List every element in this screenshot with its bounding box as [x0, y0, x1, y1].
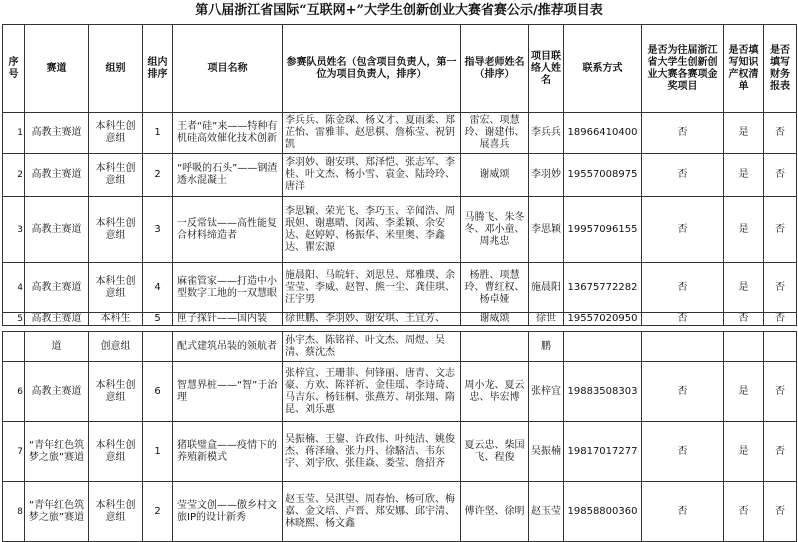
row-ip-list: 否 — [724, 482, 764, 542]
row-previous-award: 否 — [642, 482, 724, 542]
table-row — [3, 263, 797, 313]
row-contact: 李羽妙 — [529, 154, 564, 197]
row-ip-list: 是 — [724, 113, 764, 154]
row-rank: 4 — [143, 263, 173, 313]
header-contact-person: 项目联络人姓名 — [529, 25, 564, 113]
table-row — [3, 332, 797, 362]
row-contact: 李思颖 — [529, 197, 564, 263]
header-index: 序号 — [3, 25, 25, 113]
row-ip-list: 是 — [724, 263, 764, 313]
row-index — [3, 332, 25, 362]
row-phone: 19817017277 — [564, 422, 642, 482]
row-index: 3 — [3, 197, 25, 263]
row-previous-award: 否 — [642, 197, 724, 263]
table-row — [3, 197, 797, 263]
row-advisors: 杨胜、项慧玲、曹红权、杨卓娅 — [461, 263, 529, 313]
row-previous-award: 否 — [642, 263, 724, 313]
row-group: 本科生创意组 — [89, 263, 143, 313]
row-index: 6 — [3, 362, 25, 422]
row-group: 本科生创意组 — [89, 154, 143, 197]
row-project: 一反常钛——高性能复合材料缔造者 — [173, 197, 283, 263]
row-index: 7 — [3, 422, 25, 482]
row-contact: 赵玉莹 — [529, 482, 564, 542]
row-track: 高教主赛道 — [25, 197, 89, 263]
row-previous-award: 否 — [642, 362, 724, 422]
row-finance: 否 — [764, 154, 797, 197]
header-previous-award: 是否为往届浙江省大学生创新创业大赛各赛项金奖项目 — [642, 25, 724, 113]
row-advisors: 谢威颂 — [461, 313, 529, 326]
row-track: 道 — [25, 332, 89, 362]
row-phone: 19957096155 — [564, 197, 642, 263]
row-rank — [143, 332, 173, 362]
row-phone: 19557008975 — [564, 154, 642, 197]
project-table-top — [2, 24, 797, 326]
row-members: 李兵兵、陈金琛、杨义才、夏雨柔、郑芷怡、雷雅菲、赵思棋、詹栋莹、祝钥凯 — [283, 113, 461, 154]
row-project: 匣子探针——国内装 — [173, 313, 283, 326]
row-rank: 2 — [143, 482, 173, 542]
row-group: 创意组 — [89, 332, 143, 362]
row-advisors: 谢威颂 — [461, 154, 529, 197]
header-ip-list: 是否填写知识产权清单 — [724, 25, 764, 113]
header-finance: 是否填写财务报表 — [764, 25, 797, 113]
row-phone — [564, 332, 642, 362]
row-finance: 否 — [764, 313, 797, 326]
row-members: 孙宇杰、陈铭祥、叶文杰、周煜、吴清、蔡沈杰 — [283, 332, 461, 362]
row-index: 5 — [3, 313, 25, 326]
table-row — [3, 362, 797, 422]
row-members: 赵玉莹、吴淇望、周春怡、杨可欣、梅嘉、金文培、卢晋、郑安娜、邱宇清、林晓熙、杨文鑫 — [283, 482, 461, 542]
row-members: 吴振楠、王鋆、许政伟、叶纯洁、姚俊杰、蒋泽瑜、张力丹、徐駱洁、韦东宇、刘宇欣、张佳焱、娄莹、詹招齐 — [283, 422, 461, 482]
row-group: 本科生创意组 — [89, 113, 143, 154]
row-members: 施晨阳、马皖轩、刘思昱、郑雅璞、余莹莹、李威、赵智、熊一尘、龚佳琪、汪宇男 — [283, 263, 461, 313]
row-project: 配式建筑吊装的领航者 — [173, 332, 283, 362]
table-row — [3, 154, 797, 197]
row-ip-list: 是 — [724, 197, 764, 263]
row-finance: 否 — [764, 263, 797, 313]
row-track: 高教主赛道 — [25, 154, 89, 197]
row-advisors — [461, 332, 529, 362]
row-previous-award: 否 — [642, 313, 724, 326]
row-advisors: 周小龙、夏云忠、毕宏博 — [461, 362, 529, 422]
header-advisors: 指导老师姓名（排序） — [461, 25, 529, 113]
row-finance: 否 — [764, 422, 797, 482]
row-ip-list: 否 — [724, 313, 764, 326]
page-title: 第八届浙江省国际“互联网+”大学生创新创业大赛省赛公示/推荐项目表 — [195, 3, 603, 18]
row-contact: 吴振楠 — [529, 422, 564, 482]
row-ip-list: 是 — [724, 154, 764, 197]
table-row — [3, 313, 797, 326]
row-previous-award: 否 — [642, 154, 724, 197]
row-rank: 5 — [143, 313, 173, 326]
row-track: 高教主赛道 — [25, 362, 89, 422]
row-finance: 否 — [764, 362, 797, 422]
row-project: 猪联璧盒——疫情下的养殖新模式 — [173, 422, 283, 482]
header-track: 赛道 — [25, 25, 89, 113]
row-group: 本科生创意组 — [89, 362, 143, 422]
row-contact: 鹏 — [529, 332, 564, 362]
header-members: 参赛队员姓名（包含项目负责人，第一位为项目负责人，排序） — [283, 25, 461, 113]
row-finance — [764, 332, 797, 362]
row-previous-award — [642, 332, 724, 362]
row-track: 高教主赛道 — [25, 113, 89, 154]
row-rank: 1 — [143, 113, 173, 154]
row-track: “青年红色筑梦之旅”赛道 — [25, 422, 89, 482]
row-index: 8 — [3, 482, 25, 542]
row-finance: 否 — [764, 197, 797, 263]
row-advisors: 雷宏、项慧玲、谢建伟、展喜兵 — [461, 113, 529, 154]
row-ip-list: 是 — [724, 362, 764, 422]
row-contact: 李兵兵 — [529, 113, 564, 154]
row-members: 徐世鹏、李羽妙、谢安琪、王宜芳、 — [283, 313, 461, 326]
header-phone: 联系方式 — [564, 25, 642, 113]
row-index: 4 — [3, 263, 25, 313]
row-track: 高教主赛道 — [25, 313, 89, 326]
row-index: 2 — [3, 154, 25, 197]
row-finance: 否 — [764, 113, 797, 154]
row-members: 李思颖、荣光飞、李巧玉、辛闻浩、周珉妲、谢惠晴、闵茜、李柔颖、余安达、赵婷婷、杨振华、米里奥、李鑫达、瞿宏源 — [283, 197, 461, 263]
row-contact: 施晨阳 — [529, 263, 564, 313]
row-ip-list: 是 — [724, 422, 764, 482]
row-rank: 3 — [143, 197, 173, 263]
row-project: 莹莹文创——傲乡村文旅IP的设计新秀 — [173, 482, 283, 542]
header-rank: 组内排序 — [143, 25, 173, 113]
row-phone: 19858800360 — [564, 482, 642, 542]
row-rank: 1 — [143, 422, 173, 482]
row-contact: 徐世 — [529, 313, 564, 326]
row-group: 本科生创意组 — [89, 482, 143, 542]
row-previous-award: 否 — [642, 113, 724, 154]
table-row — [3, 422, 797, 482]
project-table-bottom — [2, 331, 797, 542]
header-group: 组别 — [89, 25, 143, 113]
row-group: 本科生 — [89, 313, 143, 326]
row-track: “青年红色筑梦之旅”赛道 — [25, 482, 89, 542]
row-members: 张梓宜、王珊菲、何锋丽、唐青、文志豪、方欢、陈祥祈、金佳瑶、李诗琦、马吉东、杨钰桐、张燕芳、胡张翔、隋昆、刘乐惠 — [283, 362, 461, 422]
row-advisors: 傅许坚、徐明 — [461, 482, 529, 542]
row-ip-list — [724, 332, 764, 362]
row-phone: 19557020950 — [564, 313, 642, 326]
row-index: 1 — [3, 113, 25, 154]
row-group: 本科生创意组 — [89, 422, 143, 482]
row-finance: 否 — [764, 482, 797, 542]
row-phone: 18966410400 — [564, 113, 642, 154]
row-phone: 13675772282 — [564, 263, 642, 313]
row-members: 李羽妙、谢安琪、郑泽恺、张志军、李桂、叶文杰、杨小雪、袁金、陆玲玲、唐洋 — [283, 154, 461, 197]
row-contact: 张梓宜 — [529, 362, 564, 422]
row-project: “呼吸的石头”——钢渣透水混凝土 — [173, 154, 283, 197]
header-row — [3, 25, 797, 113]
row-project: 王者“硅”来——特种有机硅高效催化技术创新 — [173, 113, 283, 154]
row-project: 麻雀管家——打造中小型数字工地的一双慧眼 — [173, 263, 283, 313]
table-row — [3, 482, 797, 542]
header-project: 项目名称 — [173, 25, 283, 113]
row-track: 高教主赛道 — [25, 263, 89, 313]
row-advisors: 马腾飞、朱冬冬、邓小童、周兆忠 — [461, 197, 529, 263]
row-previous-award: 否 — [642, 422, 724, 482]
row-phone: 19883508303 — [564, 362, 642, 422]
row-group: 本科生创意组 — [89, 197, 143, 263]
row-advisors: 夏云忠、柴国飞、程俊 — [461, 422, 529, 482]
row-project: 智慧界桩——“智”于治理 — [173, 362, 283, 422]
row-rank: 6 — [143, 362, 173, 422]
row-rank: 2 — [143, 154, 173, 197]
table-row — [3, 113, 797, 154]
